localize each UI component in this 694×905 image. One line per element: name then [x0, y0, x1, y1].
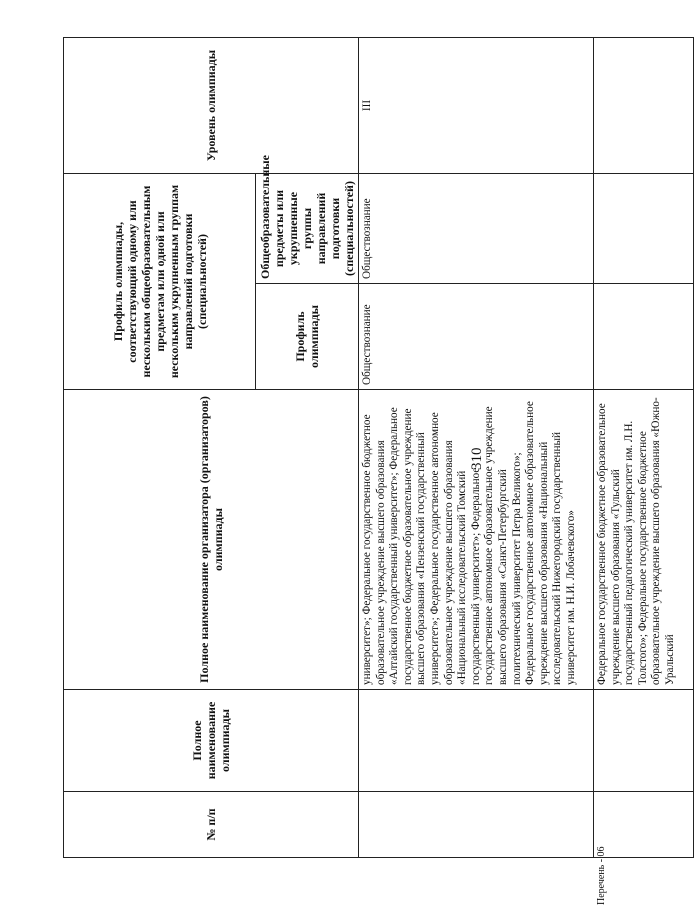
- cell-profile: Обществознание: [359, 284, 594, 390]
- table-header-row: [64, 38, 256, 858]
- cell-full-name: [594, 690, 694, 792]
- cell-subjects: Обществознание: [359, 174, 594, 284]
- cell-num: [594, 792, 694, 858]
- table-row: [594, 38, 694, 858]
- cell-full-name: [359, 690, 594, 792]
- cell-profile: [594, 284, 694, 390]
- olympiad-table: [63, 37, 694, 858]
- header-organizer: Полное наименование организатора (организаторов) олимпиады: [64, 390, 359, 690]
- olympiad-table-wrapper: [63, 38, 676, 858]
- page-footer: Перечень - 06: [596, 846, 607, 905]
- table-row: [359, 38, 594, 858]
- header-profile-group: Профиль олимпиады, соответствующий одному или нескольким общеобразовательным предметам или одной или нескольким укрупненным группам направлений подготовки (специальностей): [64, 174, 256, 390]
- cell-subjects: [594, 174, 694, 284]
- header-level: Уровень олимпиады: [64, 38, 359, 174]
- cell-level: [594, 38, 694, 174]
- cell-organizer: Федеральное государственное бюджетное образовательное учреждение высшего образования «Тульский государственный педагогический университет им. Л.Н. Толстого»; Федеральное государственное бюджетное образовательное учреждение высшего образования «Южно-Уральский: [594, 390, 694, 690]
- header-subjects: Общеобразовательные предметы или укрупненные группы направлений подготовки (специальностей): [256, 174, 359, 284]
- header-num: № п/п: [64, 792, 359, 858]
- cell-level: III: [359, 38, 594, 174]
- page-number: 310: [469, 447, 485, 470]
- header-profile: Профиль олимпиады: [256, 284, 359, 390]
- cell-organizer: университет»; Федеральное государственное бюджетное образовательное учреждение высшего образования «Алтайский государственный университет»; Федеральное государственное бюджетное образовательное учреждение высшего образования «Пензенский государственный университет»; Федеральное государственное автономное образовательное учреждение высшего образования «Национальный исследовательский Томский государственный университет»; Федеральное государственное автономное образовательное учреждение высшего образования «Санкт-Петербургский политехнический университет Петра Великого»; Федеральное государственное автономное образовательное учреждение высшего образования «Национальный исследовательский Нижегородский государственный университет им. Н.И. Лобачевского»: [359, 390, 594, 690]
- header-full-name: Полное наименование олимпиады: [64, 690, 359, 792]
- cell-num: [359, 792, 594, 858]
